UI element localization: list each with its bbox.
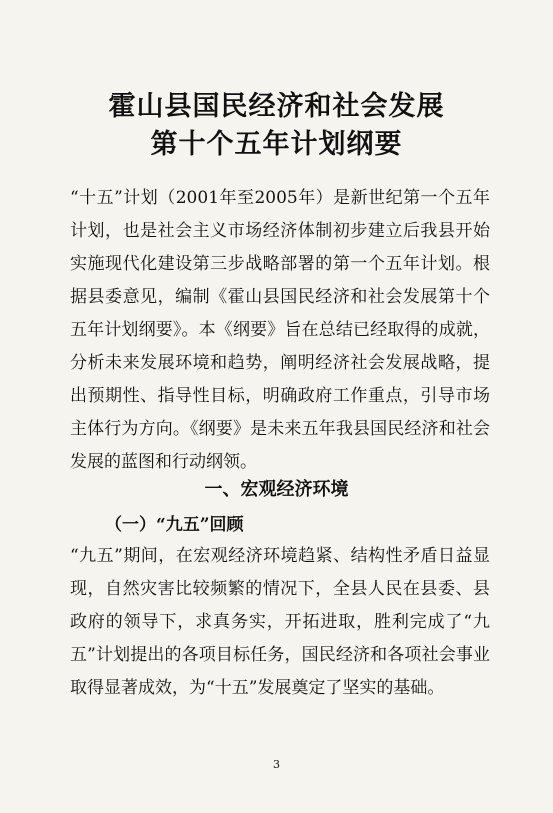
intro-paragraph: “十五”计划（2001年至2005年）是新世纪第一个五年计划，也是社会主义市场经济体制初步建立后我县开始实施现代化建设第三步战略部署的第一个五年计划。根据县委意见，编制《霍山县国民经济和社会发展第十个五年计划纲要》。本《纲要》旨在总结已经取得的成就，分析未来发展环境和趋势，阐明经济社会发展战略，提出预期性、指导性目标，明确政府工作重点，引导市场主体行为方向。《纲要》是未来五年我县国民经济和社会发展的蓝图和行动纲领。 bbox=[70, 188, 490, 472]
document-title-line-1: 霍山县国民经济和社会发展 bbox=[108, 91, 445, 122]
section-heading: 一、宏观经济环境 bbox=[204, 479, 349, 500]
subsection-heading: （一）“九五”回顾 bbox=[105, 515, 244, 535]
review-paragraph: “九五”期间，在宏观经济环境趋紧、结构性矛盾日益显现，自然灾害比较频繁的情况下，全县人民在县委、县政府的领导下，求真务实，开拓进取，胜利完成了“九五”计划提出的各项目标任务，国民经济和各项社会事业取得显著成效，为“十五”发展奠定了坚实的基础。 bbox=[70, 546, 490, 698]
page-number: 3 bbox=[273, 758, 280, 771]
document-title-line-2: 第十个五年计划纲要 bbox=[150, 129, 403, 160]
